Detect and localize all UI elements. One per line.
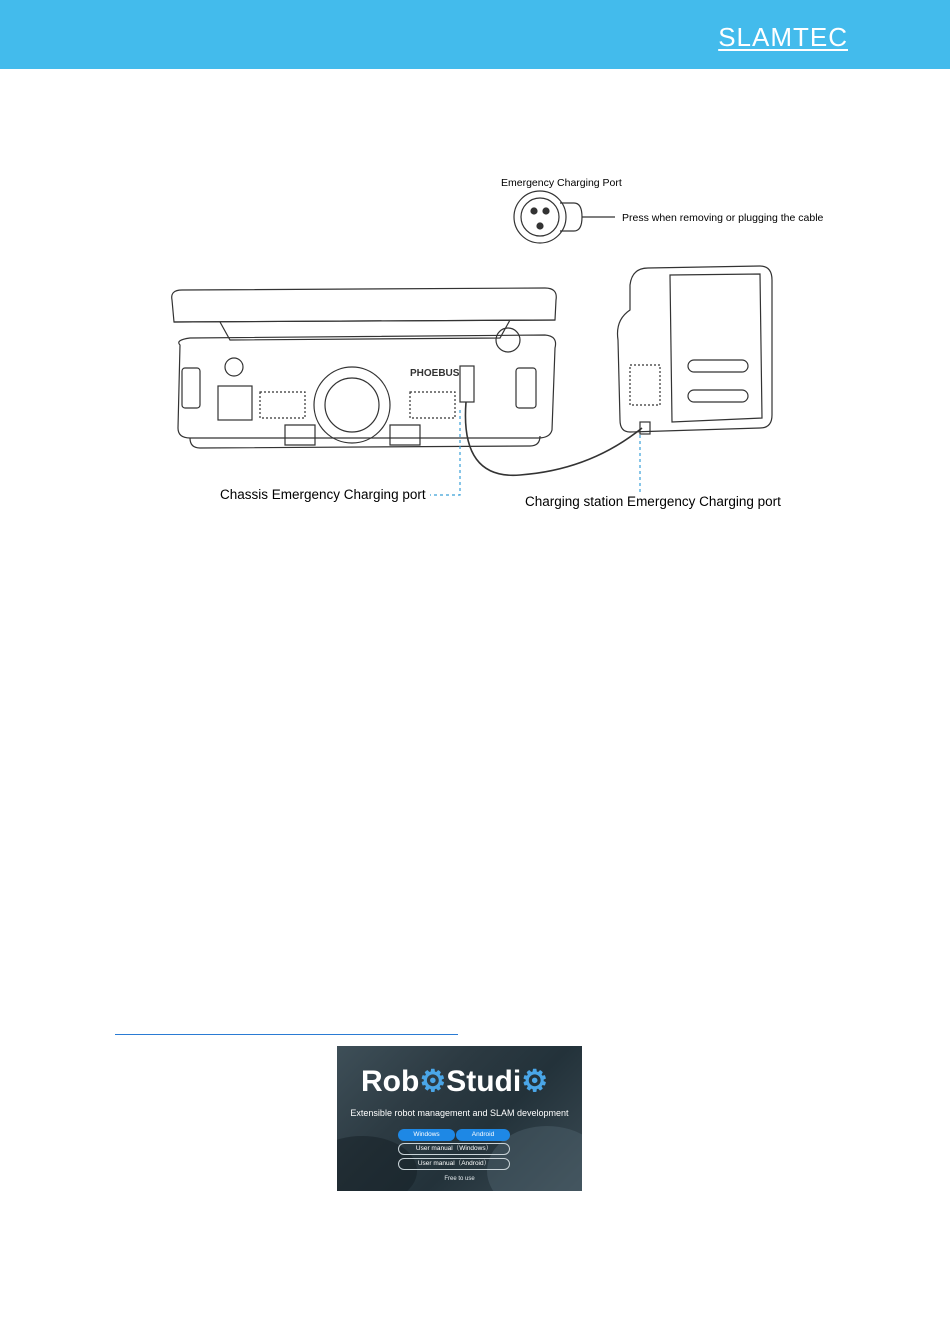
port-closeup-drawing (514, 191, 615, 243)
banner-tagline: Extensible robot management and SLAM development (350, 1108, 569, 1118)
chassis-port-label: Chassis Emergency Charging port (220, 487, 426, 502)
page-header (0, 0, 950, 69)
chassis-brand-text: PHOEBUS (410, 368, 460, 379)
emergency-charging-figure (160, 170, 840, 520)
manual-android-button[interactable]: User manual（Android） (398, 1158, 510, 1170)
gear-icon: ⚙ (419, 1065, 447, 1098)
manual-windows-button[interactable]: User manual（Windows） (398, 1143, 510, 1155)
chassis-port-leader (430, 410, 460, 495)
station-port-label: Charging station Emergency Charging port (525, 494, 781, 509)
charging-station-drawing (618, 266, 773, 434)
port-title-label: Emergency Charging Port (501, 177, 622, 189)
gear-icon: ⚙ (521, 1065, 549, 1098)
press-note-label: Press when removing or plugging the cable (622, 212, 824, 224)
windows-download-button[interactable]: Windows (398, 1129, 455, 1141)
robostudio-banner[interactable] (337, 1046, 582, 1191)
robot-body-drawing (172, 288, 557, 448)
free-to-use-text: Free to use (444, 1176, 475, 1182)
robostudio-logo: Rob⚙Studi⚙ (361, 1065, 549, 1098)
hyperlink-underline[interactable] (115, 1034, 458, 1035)
android-download-button[interactable]: Android (456, 1129, 510, 1141)
slamtec-logo: SLAMTEC (718, 22, 848, 52)
charging-cable (465, 402, 642, 475)
